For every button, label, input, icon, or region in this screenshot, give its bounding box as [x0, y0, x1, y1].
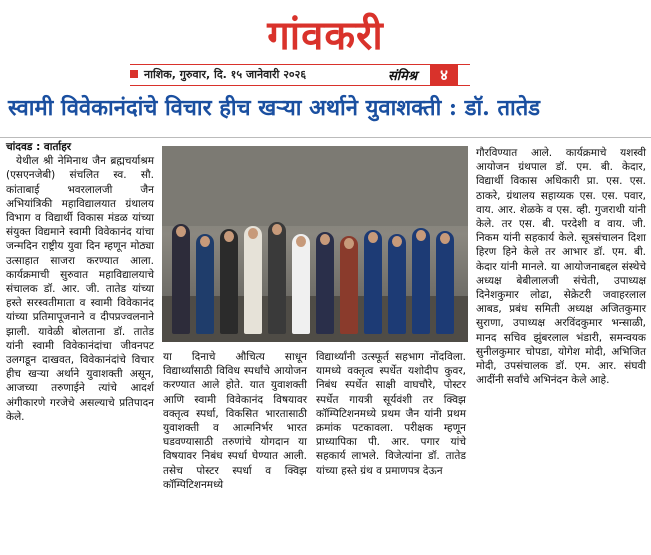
bullet-square-icon: [130, 70, 138, 78]
article-column-2: [163, 350, 307, 492]
dateline-bar: [130, 64, 470, 86]
story-paragraph: गौरविण्यात आले. कार्यक्रमाचे यशस्वी आयोजन ग्रंथपाल डॉ. एम. बी. केदार, विद्यार्थी विकास अधिकारी प्रा. एस. एस. ठाकरे, ग्रंथालय सहाय्यक एस. एस. पवार, वाय. आर. शेळके व एस. व्ही. गुजराथी यांनी केले. तर एस. बी. परदेशी व वाय. जी. निकम यांनी सहकार्य केले. सूत्रसंचालन दिशा हिरण हिने केले तर आभार डॉ. एम. बी. केदार यांनी मानले. या आयोजनाबद्दल संस्थेचे अध्यक्ष बेबीलालजी संचेती, उपाध्यक्ष दिनेशकुमार लोढा, सेक्रेटरी जवाहरलाल आबड, प्रबंध समिती अध्यक्ष अजितकुमार सुराणा, उपाध्यक्ष अरविंदकुमार भन्साळी, मानद सचिव झुंबरलाल भंडारी, समन्वयक सुनीलकुमार चोपडा, योगेश मोदी, अभिजित मोदी, उपसंचालक डॉ. एम. आर. संघवी आदींनी सर्वांचे अभिनंदन केले आहे.: [476, 147, 646, 387]
event-photo: [162, 146, 468, 342]
story-dateline: चांदवड : वार्ताहर: [6, 141, 72, 153]
article-column-3: [316, 350, 466, 478]
masthead: [0, 0, 651, 60]
section-name: संमिश्र: [388, 69, 418, 84]
page-number: ४: [430, 64, 458, 86]
newspaper-title: गांवकरी: [267, 12, 384, 59]
article-column-1: [6, 140, 154, 424]
divider: [0, 137, 651, 138]
article-column-4: [476, 146, 646, 387]
story-paragraph: या दिनाचे औचित्य साधून विद्यार्थ्यांसाठी विविध स्पर्धांचे आयोजन करण्यात आले होते. यात युवाशक्ती आणि स्वामी विवेकानंद विषयावर वक्तृत्व स्पर्धा, विकसित भारतासाठी युवाशक्ती व आत्मनिर्भर भारत घडवण्यासाठी तरुणांचे योगदान या विषयावर निबंध स्पर्धा घेण्यात आली. तसेच पोस्टर स्पर्धा व क्विझ कॉम्पिटिशनमध्ये: [163, 351, 307, 491]
photo-wall: [162, 146, 468, 226]
story-paragraph: विद्यार्थ्यांनी उत्स्फूर्त सहभाग नोंदविला. यामध्ये वक्तृत्व स्पर्धेत यशोदीप कुवर, निबंध स्पर्धेत साक्षी वाघचौरे, पोस्टर स्पर्धेत गायत्री सूर्यवंशी तर क्विझ कॉम्पिटिशनमध्ये प्रथम जैन यांनी प्रथम क्रमांक पटकावला. परीक्षक म्हणून प्राध्यापिका पी. आर. पगार यांचे सहकार्य लाभले. विजेत्यांना डॉ. तातेड यांच्या हस्ते ग्रंथ व प्रमाणपत्र देऊन: [316, 351, 466, 477]
story-paragraph: येथील श्री नेमिनाथ जैन ब्रह्मचर्याश्रम (एसएनजेबी) संचलित स्व. सौ. कांताबाई भवरलालजी जैन अभियांत्रिकी महाविद्यालयात ग्रंथालय विभाग व विद्यार्थी विकास मंडळ यांच्या संयुक्त विद्यमाने स्वामी विवेकानंद यांचा जन्मदिन राष्ट्रीय युवा दिन म्हणून मोठ्या उत्साहात साजरा करण्यात आला. कार्यक्रमाची सुरुवात महाविद्यालयाचे संचालक डॉ. आर. जी. तातेड यांच्या हस्ते सरस्वतीमाता व स्वामी विवेकानंद यांच्या प्रतिमापूजनाने व दीपप्रज्वलनाने झाली. यावेळी बोलताना डॉ. तातेड यांनी स्वामी विवेकानंदांचा जीवनपट उलगडून दाखवत, विवेकानंदांचे विचार हीच खऱ्या अर्थाने युवाशक्ती असून, आजच्या तरुणाईने त्यांचे आदर्श अंगीकारणे गरजेचे असल्याचे प्रतिपादन केले.: [6, 155, 154, 423]
headline: स्वामी विवेकानंदांचे विचार हीच खऱ्या अर्थाने युवाशक्ती : डॉ. तातेड: [8, 95, 541, 121]
issue-date: नाशिक, गुरुवार, दि. १५ जानेवारी २०२६: [144, 68, 307, 81]
